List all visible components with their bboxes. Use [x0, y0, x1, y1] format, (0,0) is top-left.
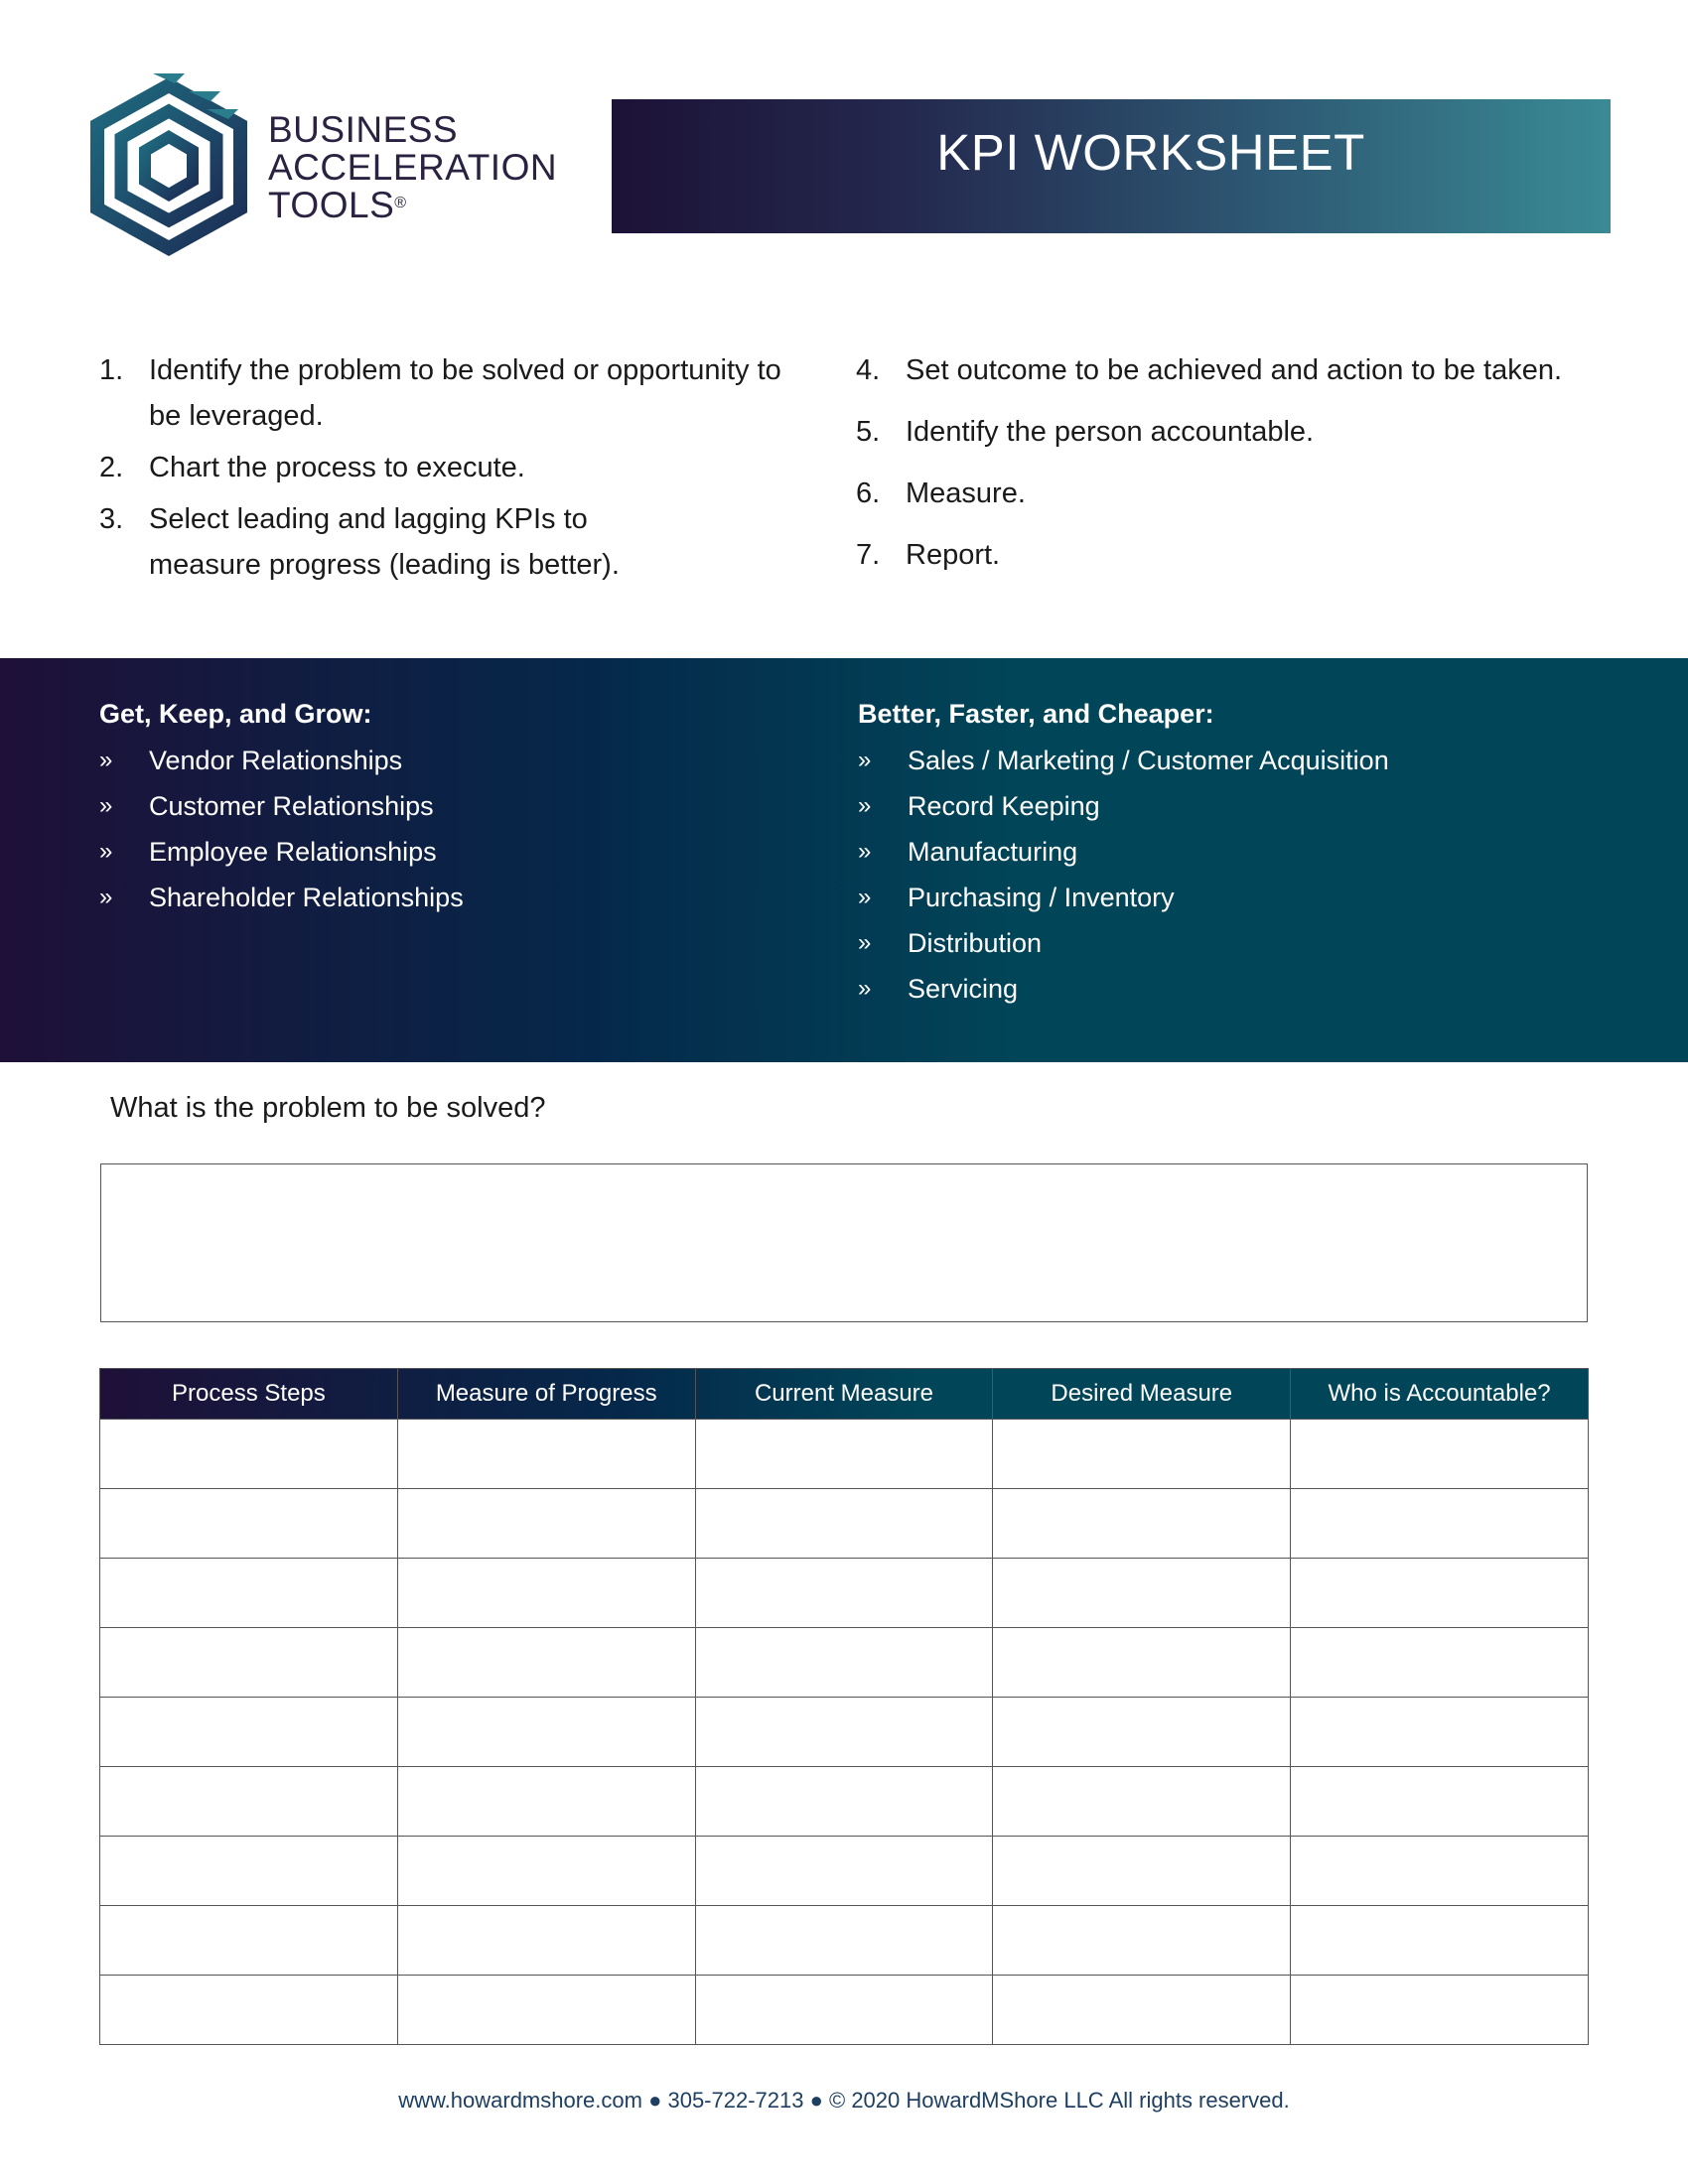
step-text: Report.	[906, 539, 1001, 571]
logo-line-1: BUSINESS	[268, 109, 459, 150]
step-text: Set outcome to be achieved and action to be taken.	[906, 354, 1563, 386]
registered-mark: ®	[394, 195, 407, 211]
category-item-label: Employee Relationships	[149, 837, 437, 867]
category-item-label: Manufacturing	[908, 837, 1078, 867]
table-cell[interactable]	[1291, 1489, 1589, 1559]
column-header-current-measure: Current Measure	[695, 1369, 993, 1420]
category-item-label: Record Keeping	[908, 791, 1100, 821]
step-item	[856, 532, 1611, 578]
column-header-measure-of-progress: Measure of Progress	[397, 1369, 695, 1420]
category-title: Get, Keep, and Grow:	[99, 699, 372, 729]
table-cell[interactable]	[100, 1559, 398, 1628]
table-cell[interactable]	[100, 1906, 398, 1976]
table-cell[interactable]	[397, 1559, 695, 1628]
logo-hexagon-icon	[89, 69, 268, 258]
table-row	[100, 1837, 1589, 1906]
bullet-icon: »	[99, 838, 113, 865]
logo-line-3-text: TOOLS	[268, 185, 395, 225]
bullet-icon: »	[858, 929, 872, 956]
table-cell[interactable]	[695, 1559, 993, 1628]
step-number: 5.	[856, 416, 881, 448]
table-cell[interactable]	[1291, 1906, 1589, 1976]
step-item	[856, 347, 1611, 393]
table-cell[interactable]	[695, 1420, 993, 1489]
bullet-icon: »	[858, 792, 872, 819]
bullet-icon: »	[858, 884, 872, 910]
table-cell[interactable]	[993, 1559, 1291, 1628]
table-row	[100, 1906, 1589, 1976]
step-number: 1.	[99, 354, 124, 386]
category-item	[99, 875, 464, 920]
table-cell[interactable]	[695, 1489, 993, 1559]
table-row	[100, 1420, 1589, 1489]
step-text: Identify the problem to be solved or opportunity to be leveraged.	[149, 354, 781, 432]
table-header-row	[100, 1369, 1589, 1420]
step-item	[99, 347, 794, 439]
category-item	[99, 783, 464, 829]
table-cell[interactable]	[993, 1906, 1291, 1976]
step-number: 7.	[856, 539, 881, 571]
table-row	[100, 1698, 1589, 1767]
column-header-who-is-accountable: Who is Accountable?	[1291, 1369, 1589, 1420]
categories-band	[0, 658, 1688, 1062]
table-cell[interactable]	[397, 1767, 695, 1837]
column-header-process-steps: Process Steps	[100, 1369, 398, 1420]
table-cell[interactable]	[1291, 1767, 1589, 1837]
table-cell[interactable]	[100, 1767, 398, 1837]
table-cell[interactable]	[695, 1837, 993, 1906]
table-cell[interactable]	[397, 1698, 695, 1767]
category-item-label: Customer Relationships	[149, 791, 434, 821]
table-cell[interactable]	[397, 1489, 695, 1559]
table-cell[interactable]	[397, 1420, 695, 1489]
category-item	[858, 783, 1389, 829]
table-cell[interactable]	[993, 1976, 1291, 2045]
page-title: KPI WORKSHEET	[936, 124, 1365, 181]
category-item	[858, 920, 1389, 966]
kpi-table	[99, 1368, 1589, 2045]
table-cell[interactable]	[397, 1628, 695, 1698]
category-item	[99, 738, 464, 783]
bullet-icon: »	[858, 747, 872, 773]
table-cell[interactable]	[695, 1976, 993, 2045]
category-item-label: Purchasing / Inventory	[908, 883, 1175, 912]
category-get-keep-grow	[99, 694, 464, 920]
step-number: 6.	[856, 478, 881, 509]
title-banner	[612, 99, 1611, 233]
category-item-label: Shareholder Relationships	[149, 883, 464, 912]
logo-wordmark	[268, 111, 557, 224]
table-cell[interactable]	[100, 1628, 398, 1698]
table-row	[100, 1767, 1589, 1837]
bullet-icon: »	[99, 792, 113, 819]
table-cell[interactable]	[695, 1698, 993, 1767]
table-cell[interactable]	[397, 1906, 695, 1976]
table-cell[interactable]	[993, 1698, 1291, 1767]
logo-line-3	[268, 187, 557, 224]
table-cell[interactable]	[993, 1837, 1291, 1906]
company-logo	[89, 69, 556, 258]
step-text: Chart the process to execute.	[149, 452, 525, 483]
table-cell[interactable]	[993, 1767, 1291, 1837]
table-cell[interactable]	[695, 1767, 993, 1837]
table-cell[interactable]	[100, 1489, 398, 1559]
steps-list-left	[99, 347, 794, 594]
table-cell[interactable]	[993, 1489, 1291, 1559]
table-cell[interactable]	[100, 1976, 398, 2045]
table-cell[interactable]	[1291, 1698, 1589, 1767]
step-item	[856, 471, 1611, 516]
table-row	[100, 1628, 1589, 1698]
table-cell[interactable]	[100, 1698, 398, 1767]
category-item-label: Sales / Marketing / Customer Acquisition	[908, 746, 1389, 775]
bullet-icon: »	[99, 884, 113, 910]
bullet-icon: »	[858, 975, 872, 1002]
step-item	[99, 445, 794, 490]
bullet-icon: »	[858, 838, 872, 865]
table-cell[interactable]	[1291, 1420, 1589, 1489]
table-cell[interactable]	[1291, 1976, 1589, 2045]
step-text: Select leading and lagging KPIs to measure progress (leading is better).	[149, 503, 620, 581]
step-number: 2.	[99, 452, 124, 483]
category-item	[858, 829, 1389, 875]
table-cell[interactable]	[1291, 1628, 1589, 1698]
step-number: 3.	[99, 503, 124, 535]
footer-contact: www.howardmshore.com ● 305-722-7213 ● © 2020 HowardMShore LLC All rights reserved.	[398, 2088, 1290, 2113]
table-row	[100, 1559, 1589, 1628]
table-cell[interactable]	[397, 1837, 695, 1906]
problem-question-label: What is the problem to be solved?	[110, 1092, 546, 1124]
table-cell[interactable]	[397, 1976, 695, 2045]
step-item	[99, 496, 705, 588]
problem-answer-box[interactable]	[100, 1163, 1588, 1322]
category-item	[99, 829, 464, 875]
table-cell[interactable]	[100, 1837, 398, 1906]
table-row	[100, 1489, 1589, 1559]
table-cell[interactable]	[993, 1420, 1291, 1489]
category-item-label: Servicing	[908, 974, 1019, 1004]
category-item	[858, 875, 1389, 920]
step-number: 4.	[856, 354, 881, 386]
step-text: Identify the person accountable.	[906, 416, 1315, 448]
logo-line-2: ACCELERATION	[268, 147, 558, 188]
table-row	[100, 1976, 1589, 2045]
table-cell[interactable]	[993, 1628, 1291, 1698]
bullet-icon: »	[99, 747, 113, 773]
step-item	[856, 409, 1611, 455]
step-text: Measure.	[906, 478, 1026, 509]
table-cell[interactable]	[695, 1906, 993, 1976]
column-header-desired-measure: Desired Measure	[993, 1369, 1291, 1420]
steps-list-right	[856, 347, 1611, 594]
category-item-label: Distribution	[908, 928, 1043, 958]
category-item	[858, 738, 1389, 783]
table-cell[interactable]	[1291, 1559, 1589, 1628]
category-item	[858, 966, 1389, 1012]
category-item-label: Vendor Relationships	[149, 746, 403, 775]
category-better-faster-cheaper	[858, 694, 1389, 1012]
table-cell[interactable]	[695, 1628, 993, 1698]
category-title: Better, Faster, and Cheaper:	[858, 699, 1214, 729]
table-cell[interactable]	[100, 1420, 398, 1489]
table-cell[interactable]	[1291, 1837, 1589, 1906]
